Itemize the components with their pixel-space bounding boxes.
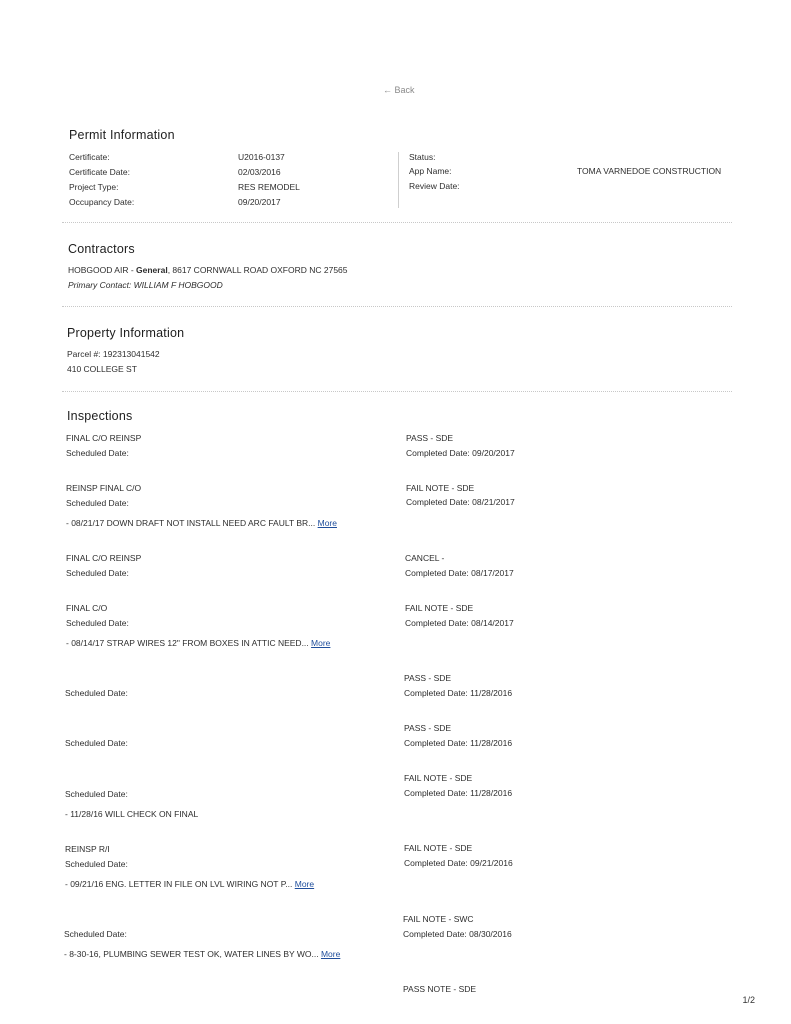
parcel-number: Parcel #: 192313041542 — [67, 349, 160, 359]
inspection-note — [66, 638, 330, 648]
contractors-section-title: Contractors — [68, 242, 135, 256]
inspection-completed: Completed Date: 09/20/2017 — [406, 448, 515, 458]
inspection-note — [65, 809, 198, 819]
inspection-name: FINAL C/O — [66, 603, 108, 613]
inspection-name: FINAL C/O REINSP — [66, 553, 142, 563]
contractor-type: General — [136, 265, 168, 275]
inspection-completed: Completed Date: 09/21/2016 — [404, 858, 513, 868]
inspection-note-text: - 8-30-16, PLUMBING SEWER TEST OK, WATER LINES BY WO... — [64, 949, 319, 959]
inspection-completed: Completed Date: 11/28/2016 — [404, 738, 513, 748]
inspection-scheduled: Scheduled Date: — [64, 929, 127, 939]
inspection-completed: Completed Date: 08/30/2016 — [403, 929, 512, 939]
inspection-scheduled: Scheduled Date: — [66, 448, 129, 458]
inspection-note-text: - 09/21/16 ENG. LETTER IN FILE ON LVL WIRING NOT P... — [65, 879, 293, 889]
occupancy-date-label: Occupancy Date: — [69, 197, 135, 207]
project-type-label: Project Type: — [69, 182, 119, 192]
property-address: 410 COLLEGE ST — [67, 364, 137, 374]
app-name-label: App Name: — [409, 166, 452, 176]
more-link[interactable]: More — [320, 949, 341, 959]
inspection-completed: Completed Date: 11/28/2016 — [404, 788, 513, 798]
inspection-scheduled: Scheduled Date: — [65, 688, 128, 698]
inspection-scheduled: Scheduled Date: — [66, 568, 129, 578]
inspection-note-text: - 08/21/17 DOWN DRAFT NOT INSTALL NEED ARC FAULT BR... — [66, 518, 316, 528]
contractor-sep: - — [128, 265, 137, 275]
inspection-scheduled: Scheduled Date: — [65, 738, 128, 748]
inspection-note — [64, 949, 340, 959]
inspection-name: REINSP FINAL C/O — [66, 483, 142, 493]
column-divider — [398, 152, 399, 208]
back-label: Back — [394, 85, 415, 95]
page-number: 1/2 — [742, 995, 755, 1005]
review-date-label: Review Date: — [409, 181, 460, 191]
arrow-left-icon: ← — [383, 85, 392, 95]
inspection-name: REINSP R/I — [65, 844, 110, 854]
certificate-label: Certificate: — [69, 152, 110, 162]
inspection-result: FAIL NOTE - SDE — [405, 603, 474, 613]
more-link[interactable]: More — [294, 879, 315, 889]
inspection-completed: Completed Date: 08/17/2017 — [405, 568, 514, 578]
inspection-scheduled: Scheduled Date: — [66, 618, 129, 628]
inspection-result: PASS NOTE - SDE — [403, 984, 477, 994]
permit-section-title: Permit Information — [69, 128, 175, 142]
app-name-value: TOMA VARNEDOE CONSTRUCTION — [577, 166, 722, 176]
inspection-result: FAIL NOTE - SDE — [404, 773, 473, 783]
inspection-completed: Completed Date: 08/21/2017 — [406, 497, 515, 507]
property-section-title: Property Information — [67, 326, 185, 340]
inspection-result: PASS - SDE — [404, 723, 452, 733]
occupancy-date-value: 09/20/2017 — [238, 197, 281, 207]
contractor-line — [68, 265, 348, 275]
back-link[interactable] — [383, 85, 415, 95]
inspection-name: FINAL C/O REINSP — [66, 433, 142, 443]
section-divider — [62, 306, 732, 307]
inspection-note — [65, 879, 314, 889]
inspection-note-text: - 11/28/16 WILL CHECK ON FINAL — [65, 809, 199, 819]
contractor-address: , 8617 CORNWALL ROAD OXFORD NC 27565 — [167, 265, 348, 275]
section-divider — [62, 222, 732, 223]
inspection-result: FAIL NOTE - SDE — [404, 843, 473, 853]
inspection-scheduled: Scheduled Date: — [66, 498, 129, 508]
inspection-completed: Completed Date: 11/28/2016 — [404, 688, 513, 698]
certificate-value: U2016-0137 — [238, 152, 285, 162]
inspection-completed: Completed Date: 08/14/2017 — [405, 618, 514, 628]
section-divider — [62, 391, 732, 392]
inspection-result: CANCEL - — [405, 553, 445, 563]
status-label: Status: — [409, 152, 436, 162]
more-link[interactable]: More — [311, 638, 331, 648]
contractor-name: HOBGOOD AIR — [68, 265, 129, 275]
inspections-section-title: Inspections — [67, 409, 133, 423]
inspection-result: FAIL NOTE - SWC — [403, 914, 474, 924]
inspection-scheduled: Scheduled Date: — [65, 859, 128, 869]
inspection-result: FAIL NOTE - SDE — [406, 483, 475, 493]
inspection-note — [66, 518, 337, 528]
inspection-note-text: - 08/14/17 STRAP WIRES 12" FROM BOXES IN ATTIC NEED... — [66, 638, 309, 648]
certificate-date-label: Certificate Date: — [69, 167, 130, 177]
inspection-scheduled: Scheduled Date: — [65, 789, 128, 799]
project-type-value: RES REMODEL — [238, 182, 300, 192]
inspection-result: PASS - SDE — [404, 673, 452, 683]
primary-contact: Primary Contact: WILLIAM F HOBGOOD — [68, 280, 223, 290]
certificate-date-value: 02/03/2016 — [238, 167, 281, 177]
inspection-result: PASS - SDE — [406, 433, 454, 443]
more-link[interactable]: More — [317, 518, 337, 528]
